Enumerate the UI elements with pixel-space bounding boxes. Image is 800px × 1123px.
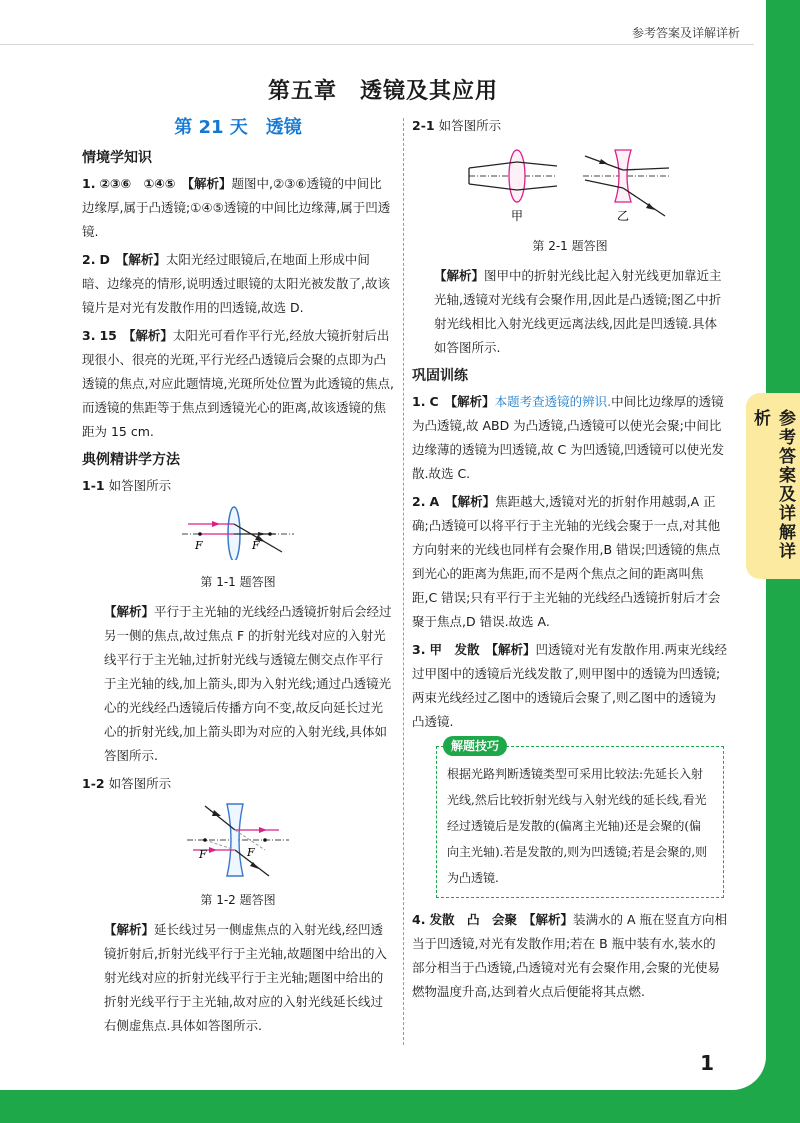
label-jia: 甲 — [511, 209, 524, 223]
analysis-tag: 【解析】 — [445, 494, 496, 509]
answer-item-1 — [82, 172, 394, 244]
analysis-tag: 【解析】 — [434, 268, 485, 283]
convex-lens-diagram — [178, 502, 298, 560]
item-number: 1-2 — [82, 776, 105, 791]
section-heading-situation: 情境学知识 — [82, 150, 152, 166]
item-answer: 如答图所示 — [438, 118, 502, 133]
analysis-tag: 【解析】 — [485, 642, 536, 657]
figure-2-1 — [412, 142, 728, 232]
side-tab-label: 参考答案及详解详析 — [750, 409, 795, 561]
example-1-1-analysis — [82, 600, 394, 768]
tip-text: 根据光路判断透镜类型可采用比较法:先延长入射光线,然后比较折射光线与入射光线的延长线,看光经过透镜后是发散的(偏离主光轴)还是会聚的(偏向主光轴).若是发散的,则为凹透镜;若是会聚的,则为凸透镜. — [447, 767, 708, 885]
analysis-tag: 【解析】 — [104, 922, 155, 937]
concave-lens-diagram — [183, 800, 293, 878]
item-answer: 如答图所示 — [108, 478, 172, 493]
item-number: 2. — [412, 494, 426, 509]
focus-label-right: F — [247, 846, 255, 859]
figure-caption: 第 1-2 题答图 — [200, 893, 276, 907]
example-2-1-analysis — [412, 264, 728, 360]
item-analysis: 延长线过另一侧虚焦点的入射光线,经凹透镜折射后,折射光线平行于主光轴,故题图中给出的入射光线对应的折射光线平行于主光轴;题图中给出的折射光线平行于主光轴,故对应的入射光线延长线过右侧虚焦点.具体如答图所示. — [104, 922, 387, 1033]
item-analysis: 焦距越大,透镜对光的折射作用越弱,A 正确;凸透镜可以将平行于主光轴的光线会聚于一点,对其他方向射来的光线也同样有会聚作用,B 错误;凹透镜的焦点到光心的距离为焦距,而不是两个焦点之间的距离叫焦距,C 错误;只有平行于主光轴的光线经凸透镜折射后才会聚于焦点,D 错误.故选 A. — [412, 494, 721, 629]
item-number: 1. — [412, 394, 426, 409]
item-answer: 甲 发散 — [429, 642, 480, 657]
analysis-tag: 【解析】 — [181, 176, 232, 191]
practice-item-3 — [412, 638, 728, 734]
item-number: 3. — [412, 642, 426, 657]
item-answer: C — [429, 394, 439, 409]
topic-note: 本题考查透镜的辨识. — [494, 394, 612, 409]
item-number: 1. — [82, 176, 96, 191]
item-answer: ②③⑥ ①④⑤ — [99, 176, 176, 191]
practice-item-2 — [412, 490, 728, 634]
right-column — [412, 114, 728, 1008]
item-number: 3. — [82, 328, 96, 343]
item-analysis: 平行于主光轴的光线经凸透镜折射后会经过另一侧的焦点,故过焦点 F 的折射光线对应的入射光线平行于主光轴,过折射光线与透镜左侧交点作平行于主光轴的线,加上箭头,即为入射光线;通过凸透镜光心的光线经凸透镜后传播方向不变,故反向延长过光心的折射光线,加上箭头即为对应的入射光线,具体如答图所示. — [104, 604, 392, 763]
analysis-tag: 【解析】 — [115, 252, 166, 267]
analysis-tag: 【解析】 — [444, 394, 495, 409]
section-heading-practice: 巩固训练 — [412, 368, 468, 384]
focus-label-left: F — [199, 848, 207, 861]
practice-item-4 — [412, 908, 728, 1004]
item-number: 2. — [82, 252, 96, 267]
item-number: 1-1 — [82, 478, 105, 493]
focus-label-right: F — [252, 539, 260, 552]
item-answer: 发散 凸 会聚 — [429, 912, 517, 927]
answer-item-2 — [82, 248, 394, 320]
analysis-tag: 【解析】 — [122, 328, 173, 343]
practice-item-1 — [412, 390, 728, 486]
page-number: 1 — [700, 1051, 714, 1075]
day-title: 第 21 天 透镜 — [174, 117, 302, 138]
chapter-title: 第五章 透镜及其应用 — [267, 79, 498, 104]
item-number: 4. — [412, 912, 426, 927]
left-column — [82, 114, 394, 1042]
item-analysis: 装满水的 A 瓶在竖直方向相当于凹透镜,对光有发散作用;若在 B 瓶中装有水,装水的部分相当于凸透镜,凸透镜对光有会聚作用,会聚的光使易燃物温度升高,达到着火点后便能将其点燃. — [412, 912, 727, 999]
analysis-tag: 【解析】 — [104, 604, 155, 619]
focus-label-left: F — [195, 539, 203, 552]
side-tab[interactable] — [746, 393, 800, 579]
figure-caption: 第 1-1 题答图 — [200, 575, 276, 589]
example-1-2-analysis — [82, 918, 394, 1038]
item-analysis: 题图中,②③⑥透镜的中间比边缘厚,属于凸透镜;①④⑤透镜的中间比边缘薄,属于凹透镜. — [82, 176, 391, 239]
analysis-tag: 【解析】 — [522, 912, 573, 927]
figure-1-1 — [82, 502, 394, 568]
item-analysis: 图甲中的折射光线比起入射光线更加靠近主光轴,透镜对光线有会聚作用,因此是凸透镜;图乙中折射光线相比入射光线更远离法线,因此是凹透镜.具体如答图所示. — [434, 268, 722, 355]
figure-1-2 — [82, 800, 394, 886]
item-analysis: 太阳光经过眼镜后,在地面上形成中间暗、边缘亮的情形,说明透过眼镜的太阳光被发散了,故该镜片是对光有发散作用的凹透镜,故选 D. — [82, 252, 390, 315]
item-answer: D — [99, 252, 110, 267]
item-answer: 15 — [99, 328, 117, 343]
item-analysis: 凹透镜对光有发散作用.两束光线经过甲图中的透镜后光线发散了,则甲图中的透镜为凹透镜;两束光线经过乙图中的透镜后会聚了,则乙图中的透镜为凸透镜. — [412, 642, 727, 729]
item-number: 2-1 — [412, 118, 435, 133]
tip-badge: 解题技巧 — [443, 736, 507, 756]
item-analysis: 太阳光可看作平行光,经放大镜折射后出现很小、很亮的光斑,平行光经凸透镜后会聚的点即为凸透镜的焦点,对应此题情境,光斑所处位置为此透镜的焦点,而透镜的焦距等于焦点到透镜光心的距离,故该透镜的焦距为 15 cm. — [82, 328, 394, 439]
section-heading-examples: 典例精讲学方法 — [82, 452, 180, 468]
example-1-1 — [82, 474, 394, 498]
figure-caption: 第 2-1 题答图 — [532, 239, 608, 253]
item-analysis: 中间比边缘厚的透镜为凸透镜,故 ABD 为凸透镜,凸透镜可以使光会聚;中间比边缘薄的透镜为凹透镜,故 C 为凹透镜,凹透镜可以使光发散.故选 C. — [412, 394, 725, 481]
example-1-2 — [82, 772, 394, 796]
example-2-1 — [412, 114, 728, 138]
header-running-title: 参考答案及详解详析 — [631, 26, 740, 40]
tip-box — [436, 739, 724, 898]
item-answer: 如答图所示 — [108, 776, 172, 791]
column-divider — [403, 118, 404, 1045]
label-yi: 乙 — [617, 209, 630, 223]
header-rule — [0, 44, 754, 45]
item-answer: A — [429, 494, 440, 509]
answer-item-3 — [82, 324, 394, 444]
two-lens-diagram — [465, 142, 675, 224]
